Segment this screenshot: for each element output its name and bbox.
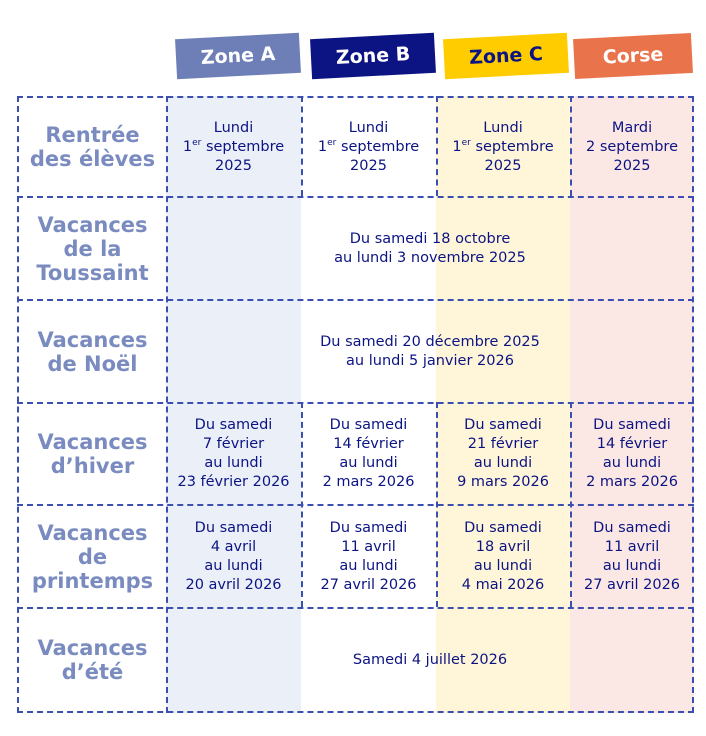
noel-all-zones-cell: Du samedi 20 décembre 2025 au lundi 5 janvier 2026 [320,333,540,369]
toussaint-all-zones-cell: Du samedi 18 octobre au lundi 3 novembre 2025 [334,230,526,266]
row-label-ete: Vacances d’été [37,636,148,684]
zone-a-header: Zone A [175,33,301,79]
row-label-noel: Vacances de Noël [37,327,148,376]
printemps-corse-cell: Du samedi 11 avril au lundi 27 avril 2026 [583,519,681,593]
printemps-zone-b-cell: Du samedi 11 avril au lundi 27 avril 2026 [320,519,417,593]
hiver-zone-c-cell: Du samedi 21 février au lundi 9 mars 2026 [457,417,549,490]
hiver-zone-a-cell: Du samedi 7 février au lundi 23 février 2026 [177,417,290,490]
rentree-zone-b-cell: Lundi 1er septembre 2025 [317,119,420,174]
row-label-rentree: Rentrée des élèves [29,123,156,171]
row-label-toussaint: Vacances de la Toussaint [36,212,149,285]
rentree-corse-cell: Mardi 2 septembre 2025 [585,119,678,174]
zone-c-header: Zone C [443,33,569,79]
zone-b-header: Zone B [310,33,436,79]
hiver-zone-b-cell: Du samedi 14 février au lundi 2 mars 2026 [322,417,415,490]
rentree-zone-c-cell: Lundi 1er septembre 2025 [452,119,554,174]
rentree-zone-a-cell: Lundi 1er septembre 2025 [182,119,285,174]
hiver-corse-cell: Du samedi 14 février au lundi 2 mars 2026 [586,417,678,490]
row-label-hiver: Vacances d’hiver [37,430,148,478]
ete-all-zones-cell: Samedi 4 juillet 2026 [352,651,508,668]
printemps-zone-a-cell: Du samedi 4 avril au lundi 20 avril 2026 [185,519,282,593]
corse-header: Corse [573,33,693,79]
row-label-printemps: Vacances de printemps [31,520,154,593]
printemps-zone-c-cell: Du samedi 18 avril au lundi 4 mai 2026 [461,519,545,593]
